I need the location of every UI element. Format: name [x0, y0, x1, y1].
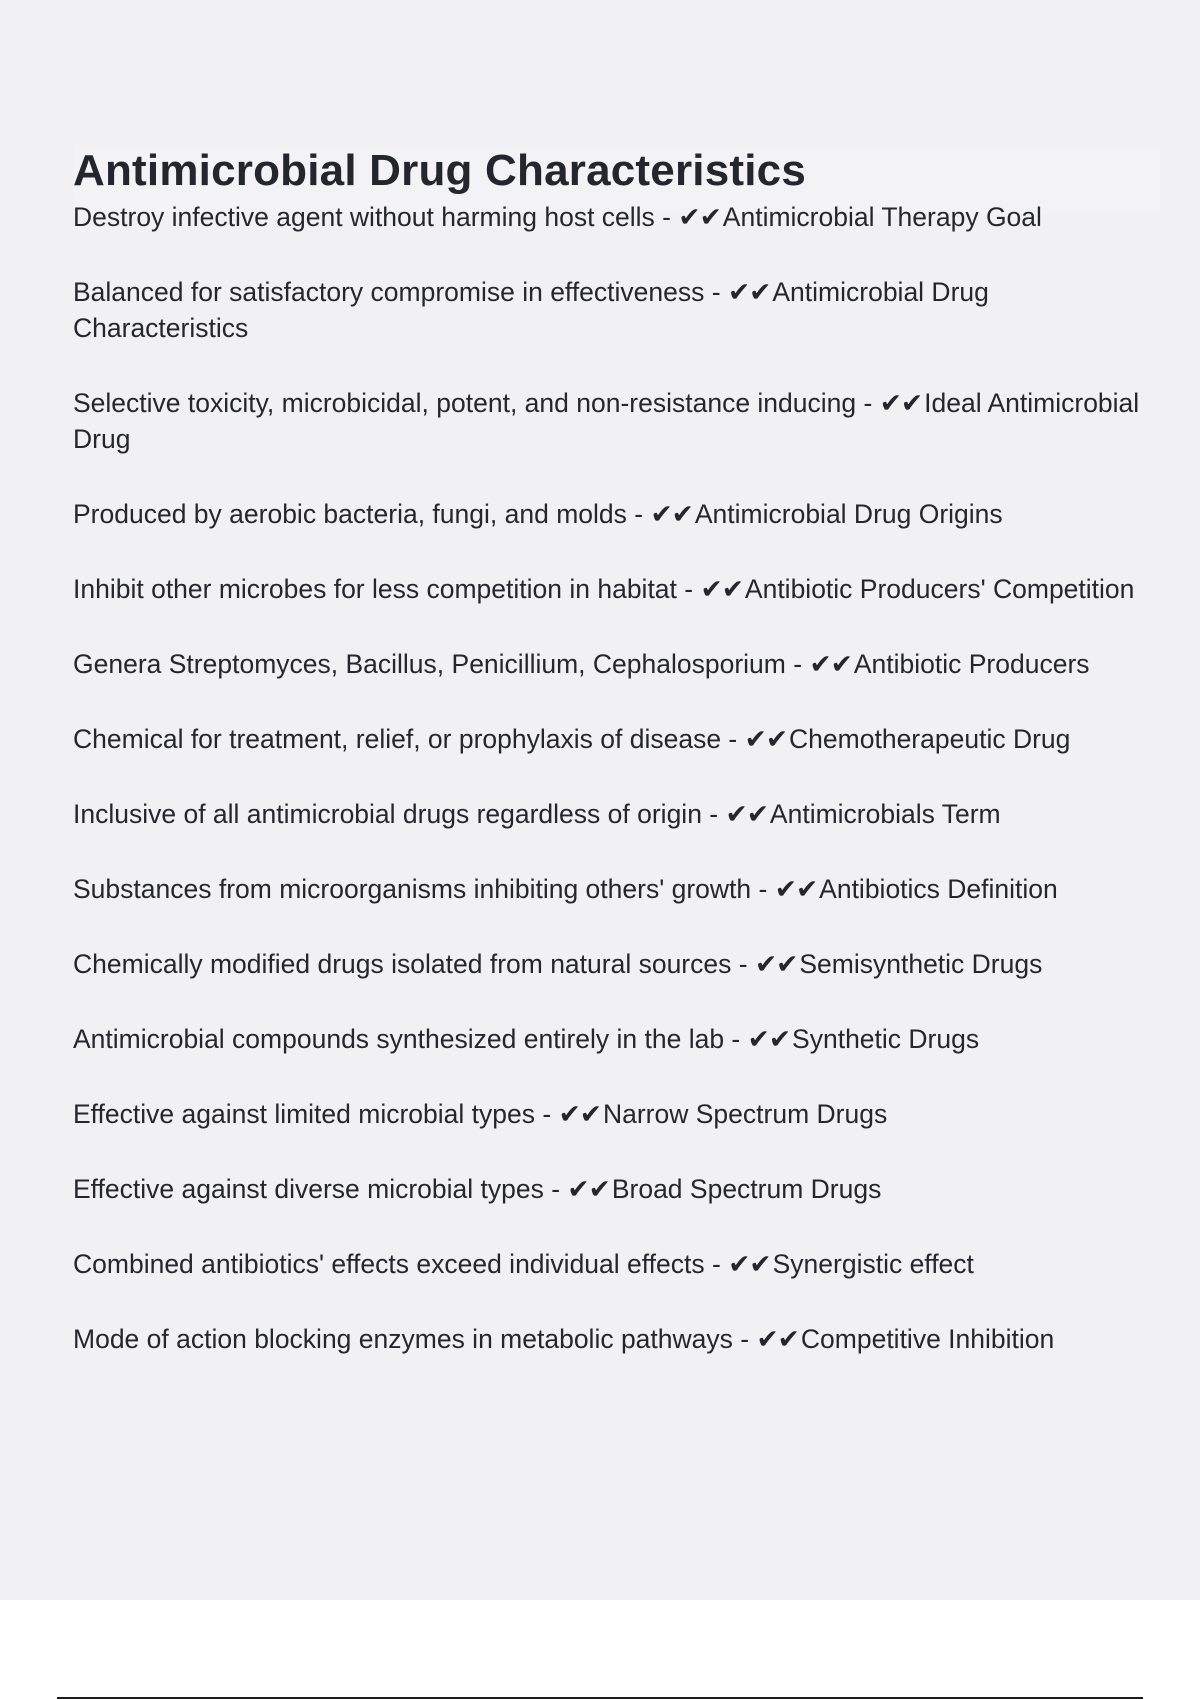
- list-item: [73, 1321, 1163, 1357]
- entry-prompt: Destroy infective agent without harming host cells: [73, 202, 655, 232]
- list-item: [73, 1246, 1163, 1282]
- list-item: [73, 496, 1163, 532]
- entry-prompt: Chemically modified drugs isolated from natural sources: [73, 949, 732, 979]
- list-item: [73, 796, 1163, 832]
- entry-answer: Antibiotics Definition: [819, 874, 1058, 904]
- entry-answer: Competitive Inhibition: [800, 1324, 1055, 1354]
- entry-answer: Ideal Antimicrobial Drug: [73, 388, 1140, 454]
- entry-answer: Antimicrobial Drug Origins: [694, 499, 1003, 529]
- entry-answer: Antibiotic Producers' Competition: [744, 574, 1135, 604]
- list-item: [73, 274, 1163, 346]
- list-item: [73, 946, 1163, 982]
- entry-separator: -: [704, 277, 728, 307]
- document-content: [73, 145, 1163, 1396]
- check-mark-icon: ✔✔: [754, 949, 798, 979]
- check-mark-icon: ✔✔: [700, 574, 743, 604]
- entry-separator: -: [731, 949, 755, 979]
- entry-prompt: Genera Streptomyces, Bacillus, Penicillium, Cephalosporium: [73, 649, 786, 679]
- entry-answer: Broad Spectrum Drugs: [611, 1174, 882, 1204]
- check-mark-icon: ✔✔: [558, 1099, 601, 1129]
- entry-separator: -: [654, 202, 679, 232]
- entry-separator: -: [626, 499, 651, 529]
- entry-prompt: Substances from microorganisms inhibiting others' growth: [73, 874, 752, 904]
- list-item: [73, 1171, 1163, 1207]
- list-item: [73, 1021, 1163, 1057]
- entry-answer: Antimicrobial Therapy Goal: [722, 202, 1042, 232]
- entry-prompt: Antimicrobial compounds synthesized entirely in the lab: [73, 1024, 725, 1054]
- check-mark-icon: ✔✔: [727, 277, 771, 307]
- entry-prompt: Inclusive of all antimicrobial drugs regardless of origin: [73, 799, 702, 829]
- check-mark-icon: ✔✔: [756, 1324, 799, 1354]
- check-mark-icon: ✔✔: [725, 799, 768, 829]
- entry-answer: Antimicrobial Drug Characteristics: [73, 277, 989, 343]
- entry-separator: -: [785, 649, 810, 679]
- check-mark-icon: ✔✔: [747, 1024, 791, 1054]
- list-item: [73, 385, 1163, 457]
- list-item: [73, 646, 1163, 682]
- list-item: [73, 571, 1163, 607]
- entry-prompt: Effective against limited microbial types: [73, 1099, 535, 1129]
- check-mark-icon: ✔✔: [879, 388, 923, 418]
- check-mark-icon: ✔✔: [567, 1174, 610, 1204]
- entry-separator: -: [732, 1324, 757, 1354]
- entry-separator: -: [751, 874, 775, 904]
- entry-answer: Narrow Spectrum Drugs: [602, 1099, 888, 1129]
- check-mark-icon: ✔✔: [728, 1249, 771, 1279]
- check-mark-icon: ✔✔: [650, 499, 693, 529]
- entry-separator: -: [701, 799, 726, 829]
- check-mark-icon: ✔✔: [678, 202, 721, 232]
- entry-separator: -: [724, 1024, 748, 1054]
- list-item: [73, 871, 1163, 907]
- entry-answer: Antimicrobials Term: [769, 799, 1001, 829]
- entry-prompt: Chemical for treatment, relief, or prophylaxis of disease: [73, 724, 722, 754]
- entry-prompt: Produced by aerobic bacteria, fungi, and molds: [73, 499, 627, 529]
- entry-answer: Antibiotic Producers: [853, 649, 1090, 679]
- entry-answer: Chemotherapeutic Drug: [789, 724, 1071, 754]
- check-mark-icon: ✔✔: [809, 649, 852, 679]
- page-title: Antimicrobial Drug Characteristics: [73, 146, 806, 195]
- entry-separator: -: [856, 388, 880, 418]
- entry-prompt: Selective toxicity, microbicidal, potent, and non-resistance inducing: [73, 388, 857, 418]
- entry-prompt: Inhibit other microbes for less competition in habitat: [73, 574, 677, 604]
- entry-prompt: Mode of action blocking enzymes in metabolic pathways: [73, 1324, 733, 1354]
- entry-prompt: Balanced for satisfactory compromise in effectiveness: [73, 277, 705, 307]
- entry-answer: Synergistic effect: [772, 1249, 974, 1279]
- entry-answer: Synthetic Drugs: [792, 1024, 980, 1054]
- list-item: [73, 199, 1163, 235]
- entry-answer: Semisynthetic Drugs: [799, 949, 1043, 979]
- check-mark-icon: ✔✔: [744, 724, 788, 754]
- entry-prompt: Combined antibiotics' effects exceed individual effects: [73, 1249, 705, 1279]
- entry-separator: -: [535, 1099, 559, 1129]
- entry-separator: -: [543, 1174, 568, 1204]
- entry-separator: -: [721, 724, 745, 754]
- entry-separator: -: [704, 1249, 729, 1279]
- check-mark-icon: ✔✔: [774, 874, 818, 904]
- entry-separator: -: [676, 574, 701, 604]
- entry-prompt: Effective against diverse microbial types: [73, 1174, 544, 1204]
- list-item: [73, 1096, 1163, 1132]
- footer-divider: [57, 1697, 1143, 1699]
- entry-list: [73, 199, 1163, 1357]
- list-item: [73, 721, 1163, 757]
